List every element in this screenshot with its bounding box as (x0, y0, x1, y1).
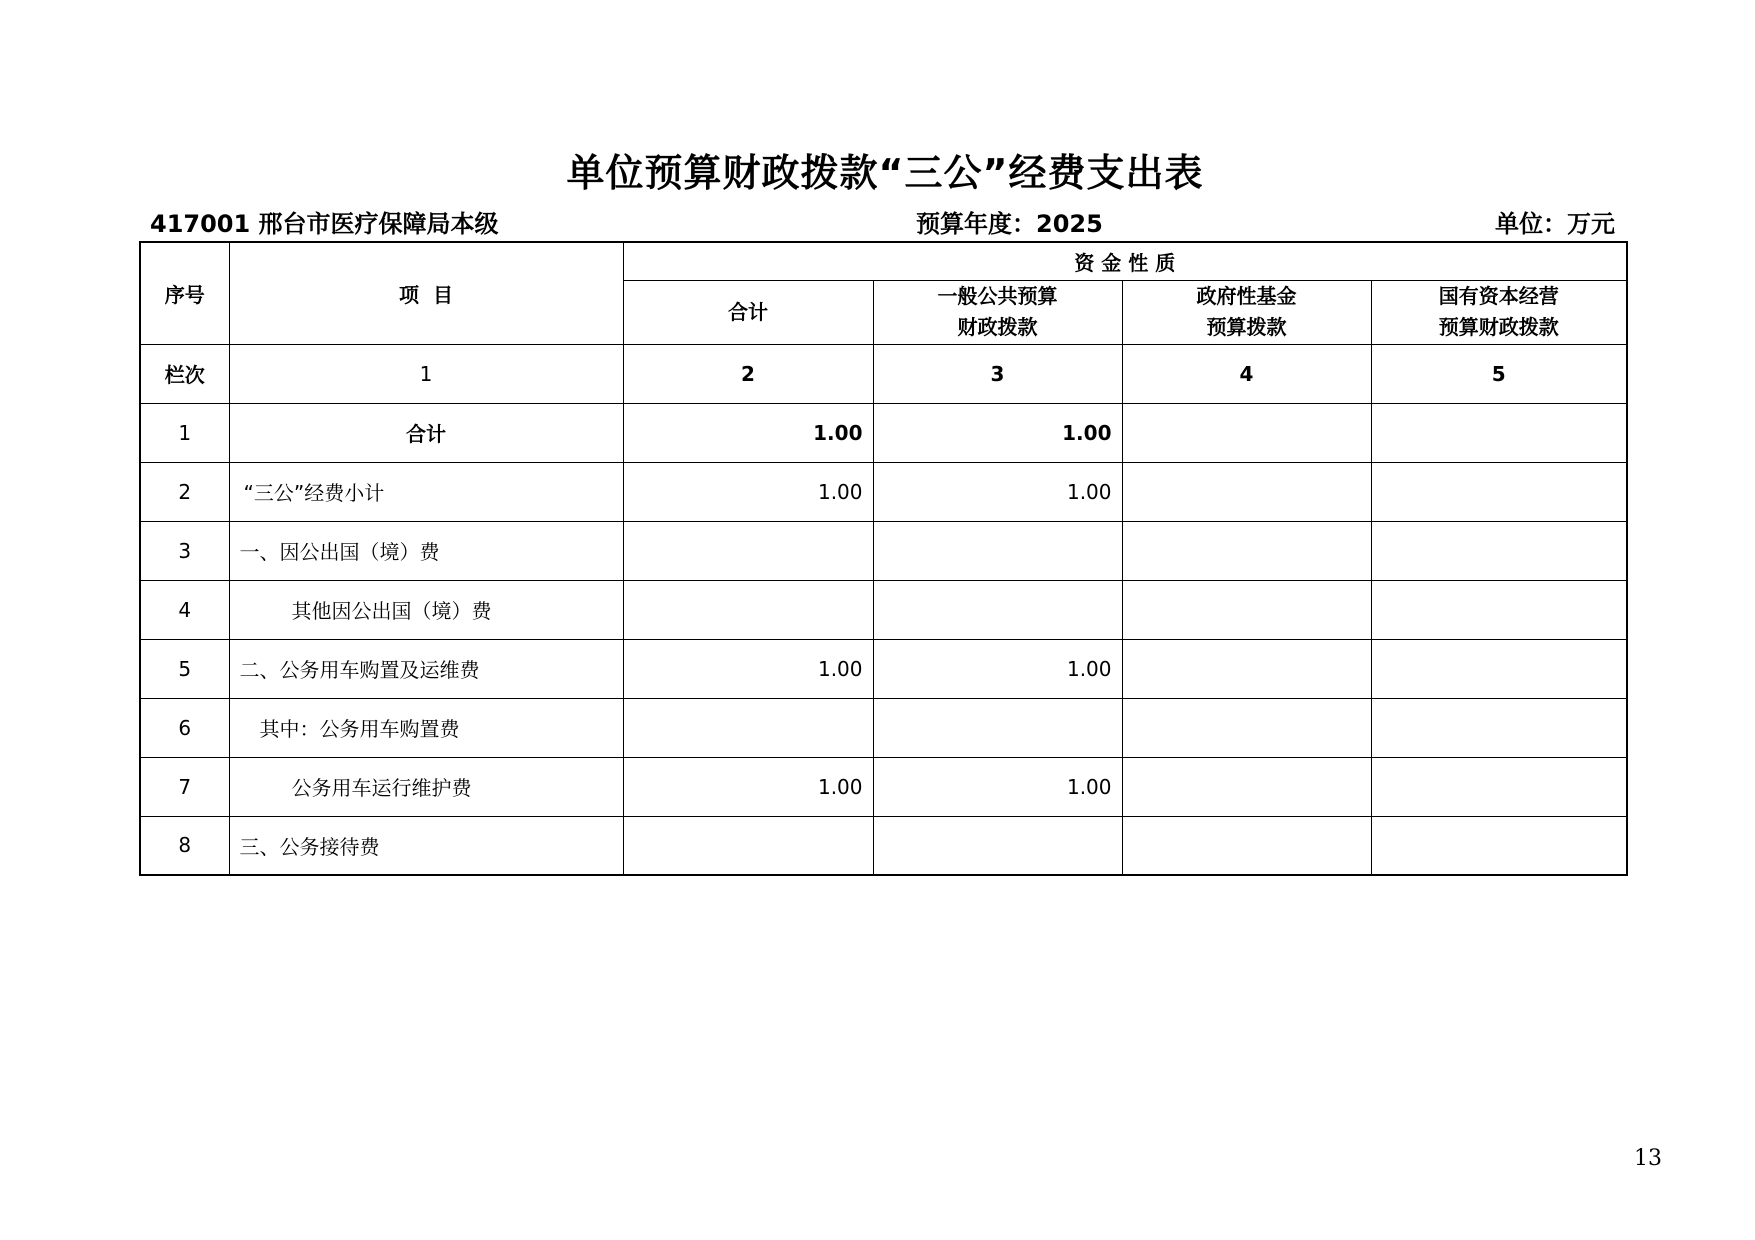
header-state-capital-line1: 国有资本经营 (1438, 284, 1559, 308)
row-total (623, 580, 873, 639)
header-item: 项 目 (229, 242, 623, 344)
table-row (140, 757, 1627, 816)
column-number-1: 1 (229, 344, 623, 403)
header-general-line1: 一般公共预算 (937, 284, 1058, 308)
row-item: 二、公务用车购置及运维费 (229, 639, 623, 698)
row-total: 1.00 (623, 639, 873, 698)
row-gov-fund (1122, 698, 1371, 757)
row-state-capital (1371, 462, 1627, 521)
table-row (140, 580, 1627, 639)
page-title: 单位预算财政拨款“三公”经费支出表 (566, 151, 1204, 195)
row-item: 其他因公出国（境）费 (229, 580, 623, 639)
row-general (873, 816, 1122, 875)
row-general: 1.00 (873, 403, 1122, 462)
row-state-capital (1371, 521, 1627, 580)
row-seq: 7 (140, 757, 229, 816)
row-gov-fund (1122, 757, 1371, 816)
row-gov-fund (1122, 521, 1371, 580)
budget-table (139, 241, 1628, 876)
row-item: “三公”经费小计 (229, 462, 623, 521)
row-state-capital (1371, 403, 1627, 462)
row-total (623, 521, 873, 580)
row-item: 一、因公出国（境）费 (229, 521, 623, 580)
row-seq: 2 (140, 462, 229, 521)
table-row (140, 698, 1627, 757)
row-seq: 6 (140, 698, 229, 757)
currency-unit: 单位：万元 (1495, 210, 1615, 238)
header-seq: 序号 (140, 242, 229, 344)
row-state-capital (1371, 816, 1627, 875)
row-gov-fund (1122, 816, 1371, 875)
header-state-capital-line2: 预算财政拨款 (1438, 315, 1559, 339)
header-gov-fund-line2: 预算拨款 (1206, 315, 1287, 339)
row-state-capital (1371, 580, 1627, 639)
row-state-capital (1371, 698, 1627, 757)
unit-name: 417001 邢台市医疗保障局本级 (150, 210, 499, 238)
row-state-capital (1371, 639, 1627, 698)
row-total (623, 698, 873, 757)
table-row (140, 462, 1627, 521)
column-number-2: 2 (623, 344, 873, 403)
header-gov-fund-line1: 政府性基金 (1196, 284, 1297, 308)
row-item: 其中：公务用车购置费 (229, 698, 623, 757)
header-total: 合计 (623, 280, 873, 344)
column-number-5: 5 (1371, 344, 1627, 403)
row-item: 公务用车运行维护费 (229, 757, 623, 816)
column-number-4: 4 (1122, 344, 1371, 403)
table-row (140, 521, 1627, 580)
page-number: 13 (1634, 1146, 1662, 1171)
column-number-label: 栏次 (140, 344, 229, 403)
header-fund-nature: 资 金 性 质 (623, 242, 1627, 280)
budget-year: 预算年度：2025 (916, 210, 1103, 238)
header-row-1 (140, 242, 1627, 280)
header-gov-fund (1122, 280, 1371, 344)
row-seq: 8 (140, 816, 229, 875)
table-row (140, 639, 1627, 698)
column-number-3: 3 (873, 344, 1122, 403)
row-item: 合计 (229, 403, 623, 462)
row-total: 1.00 (623, 462, 873, 521)
row-gov-fund (1122, 462, 1371, 521)
row-general (873, 521, 1122, 580)
row-general (873, 580, 1122, 639)
row-seq: 4 (140, 580, 229, 639)
header-state-capital (1371, 280, 1627, 344)
row-state-capital (1371, 757, 1627, 816)
header-general-line2: 财政拨款 (957, 315, 1038, 339)
row-seq: 3 (140, 521, 229, 580)
row-general: 1.00 (873, 757, 1122, 816)
row-general (873, 698, 1122, 757)
header-general (873, 280, 1122, 344)
row-total (623, 816, 873, 875)
row-general: 1.00 (873, 462, 1122, 521)
row-gov-fund (1122, 580, 1371, 639)
row-seq: 5 (140, 639, 229, 698)
row-total: 1.00 (623, 757, 873, 816)
row-gov-fund (1122, 403, 1371, 462)
row-general: 1.00 (873, 639, 1122, 698)
row-seq: 1 (140, 403, 229, 462)
table-row (140, 816, 1627, 875)
table-row (140, 403, 1627, 462)
row-item: 三、公务接待费 (229, 816, 623, 875)
row-gov-fund (1122, 639, 1371, 698)
row-total: 1.00 (623, 403, 873, 462)
column-number-row (140, 344, 1627, 403)
